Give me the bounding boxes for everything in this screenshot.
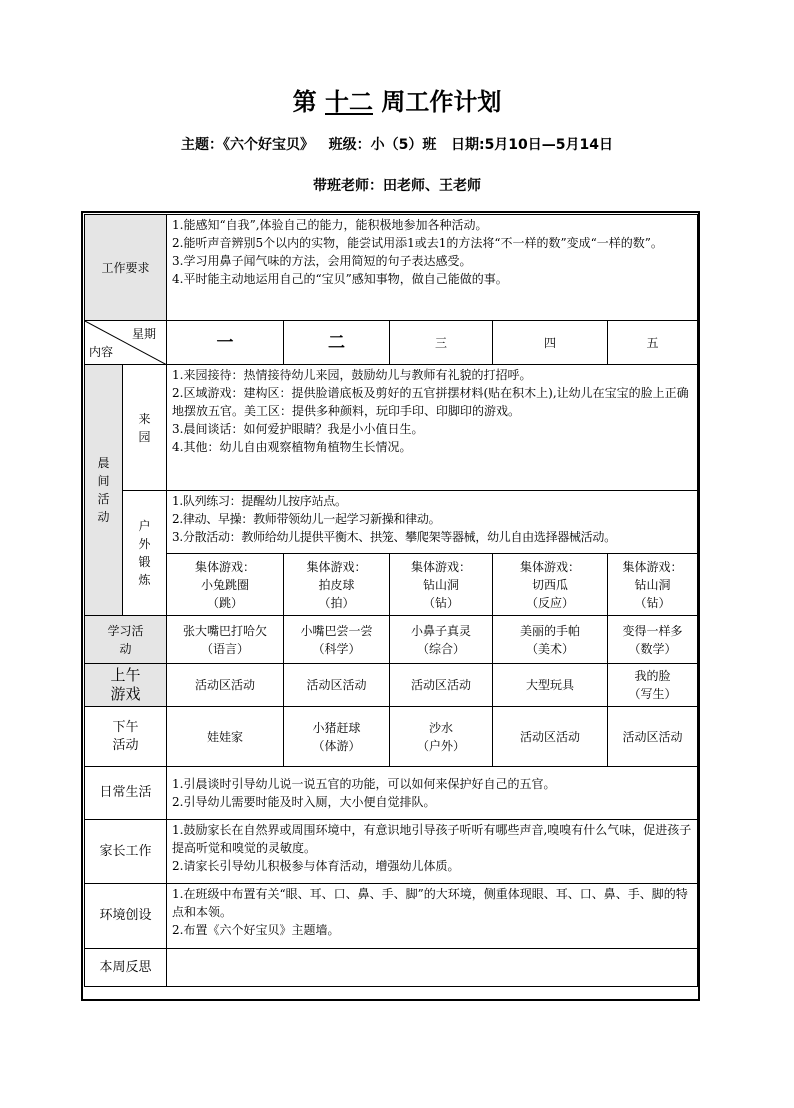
outdoor-exercise-content (167, 491, 698, 554)
week-number: 十二 (325, 88, 373, 116)
title-suffix: 周工作计划 (381, 88, 502, 116)
page-title (0, 86, 794, 118)
morning-activities-label: 晨间活动 (85, 365, 123, 616)
am-game-cell: 大型玩具 (493, 664, 608, 707)
pm-activities-label: 下午活动 (85, 707, 167, 767)
arrival-content (167, 365, 698, 491)
pm-activities-row (85, 707, 698, 767)
corner-weekday-label: 星期 (132, 327, 157, 341)
arrival-label: 来园 (123, 365, 167, 491)
day-thursday: 四 (493, 321, 608, 365)
outdoor-exercise-label: 户外锻炼 (123, 491, 167, 616)
plan-subtitle: 主题：《六个好宝贝》 班级：小（5）班 日期:5月10日—5月14日 (180, 137, 614, 153)
reflection-row (85, 949, 698, 987)
corner-content-label: 内容 (89, 345, 114, 359)
day-monday: 一 (167, 321, 284, 365)
arrival-item: 3.晨间谈话：如何爱护眼睛？我是小小值日生。 (172, 422, 424, 436)
weekly-plan-table (84, 214, 698, 987)
outdoor-exercise-row (85, 491, 698, 554)
game-cell: 集体游戏： 小兔跳圈 （跳） (167, 554, 284, 616)
am-game-cell: 我的脸 （写生） (608, 664, 698, 707)
day-wednesday: 三 (390, 321, 493, 365)
reflection-label: 本周反思 (85, 949, 167, 987)
study-cell: 美丽的手帕 （美术） (493, 616, 608, 664)
title-prefix: 第 (292, 88, 317, 116)
environment-row (85, 884, 698, 949)
environment-label: 环境创设 (85, 884, 167, 949)
day-header-row (85, 321, 698, 365)
am-games-row (85, 664, 698, 707)
study-activities-row (85, 616, 698, 664)
pm-activity-cell: 活动区活动 (493, 707, 608, 767)
outdoor-games-row (85, 554, 698, 616)
requirement-item: 4.平时能主动地运用自己的“宝贝”感知事物，做自己能做的事。 (172, 272, 508, 286)
study-cell: 小鼻子真灵 （综合） (390, 616, 493, 664)
day-friday: 五 (608, 321, 698, 365)
arrival-item: 1.来园接待：热情接待幼儿来园，鼓励幼儿与教师有礼貌的打招呼。 (172, 368, 532, 382)
day-tuesday: 二 (284, 321, 390, 365)
work-requirements-content (167, 215, 698, 321)
arrival-item: 2.区域游戏：建构区：提供脸谱底板及剪好的五官拼摆材料(贴在积木上),让幼儿在宝宝的脸上正确地摆放五官。美工区：提供多种颜料，玩印手印、印脚印的游戏。 (172, 386, 689, 418)
pm-activity-cell: 娃娃家 (167, 707, 284, 767)
parents-work-row (85, 820, 698, 884)
game-cell: 集体游戏： 拍皮球 （拍） (284, 554, 390, 616)
work-requirements-row (85, 215, 698, 321)
am-games-label: 上午游戏 (85, 664, 167, 707)
work-requirements-label: 工作要求 (85, 215, 167, 321)
pm-activity-cell: 沙水 （户外） (390, 707, 493, 767)
daily-life-content: 1.引晨谈时引导幼儿说一说五官的功能，可以如何来保护好自己的五官。 2.引导幼儿需要时能及时入厕，大小便自觉排队。 (167, 767, 698, 820)
outdoor-item: 2.律动、早操：教师带领幼儿一起学习新操和律动。 (172, 512, 441, 526)
corner-cell (85, 321, 167, 365)
game-cell: 集体游戏： 切西瓜 （反应） (493, 554, 608, 616)
arrival-item: 4.其他：幼儿自由观察植物角植物生长情况。 (172, 440, 412, 454)
daily-life-row (85, 767, 698, 820)
outdoor-item: 1.队列练习：提醒幼儿按序站点。 (172, 494, 347, 508)
requirement-item: 1.能感知“自我”,体验自己的能力，能积极地参加各种活动。 (172, 218, 488, 232)
pm-activity-cell: 活动区活动 (608, 707, 698, 767)
parents-work-content: 1.鼓励家长在自然界或周围环境中，有意识地引导孩子听听有哪些声音,嗅嗅有什么气味，促进孩子提高听觉和嗅觉的灵敏度。 2.请家长引导幼儿积极参与体育活动，增强幼儿体质。 (167, 820, 698, 884)
am-game-cell: 活动区活动 (167, 664, 284, 707)
game-cell: 集体游戏： 钻山洞 （钻） (390, 554, 493, 616)
requirement-item: 3.学习用鼻子闻气味的方法，会用简短的句子表达感受。 (172, 254, 472, 268)
daily-life-label: 日常生活 (85, 767, 167, 820)
am-game-cell: 活动区活动 (390, 664, 493, 707)
study-cell: 小嘴巴尝一尝 （科学） (284, 616, 390, 664)
am-game-cell: 活动区活动 (284, 664, 390, 707)
reflection-content[interactable] (167, 949, 698, 987)
outdoor-item: 3.分散活动：教师给幼儿提供平衡木、拱笼、攀爬架等器械，幼儿自由选择器械活动。 (172, 530, 616, 544)
environment-content: 1.在班级中布置有关“眼、耳、口、鼻、手、脚”的大环境，侧重体现眼、耳、口、鼻、手、脚的特点和本领。 2.布置《六个好宝贝》主题墙。 (167, 884, 698, 949)
pm-activity-cell: 小猪赶球 （体游） (284, 707, 390, 767)
requirement-item: 2.能听声音辨别5个以内的实物，能尝试用添1或去1的方法将“不一样的数”变成“一样的数”。 (172, 236, 663, 250)
study-activities-label: 学习活动 (85, 616, 167, 664)
game-cell: 集体游戏： 钻山洞 （钻） (608, 554, 698, 616)
study-cell: 张大嘴巴打哈欠 （语言） (167, 616, 284, 664)
morning-arrival-row (85, 365, 698, 491)
study-cell: 变得一样多 （数学） (608, 616, 698, 664)
teachers-line: 带班老师：田老师、王老师 (313, 178, 481, 194)
parents-work-label: 家长工作 (85, 820, 167, 884)
